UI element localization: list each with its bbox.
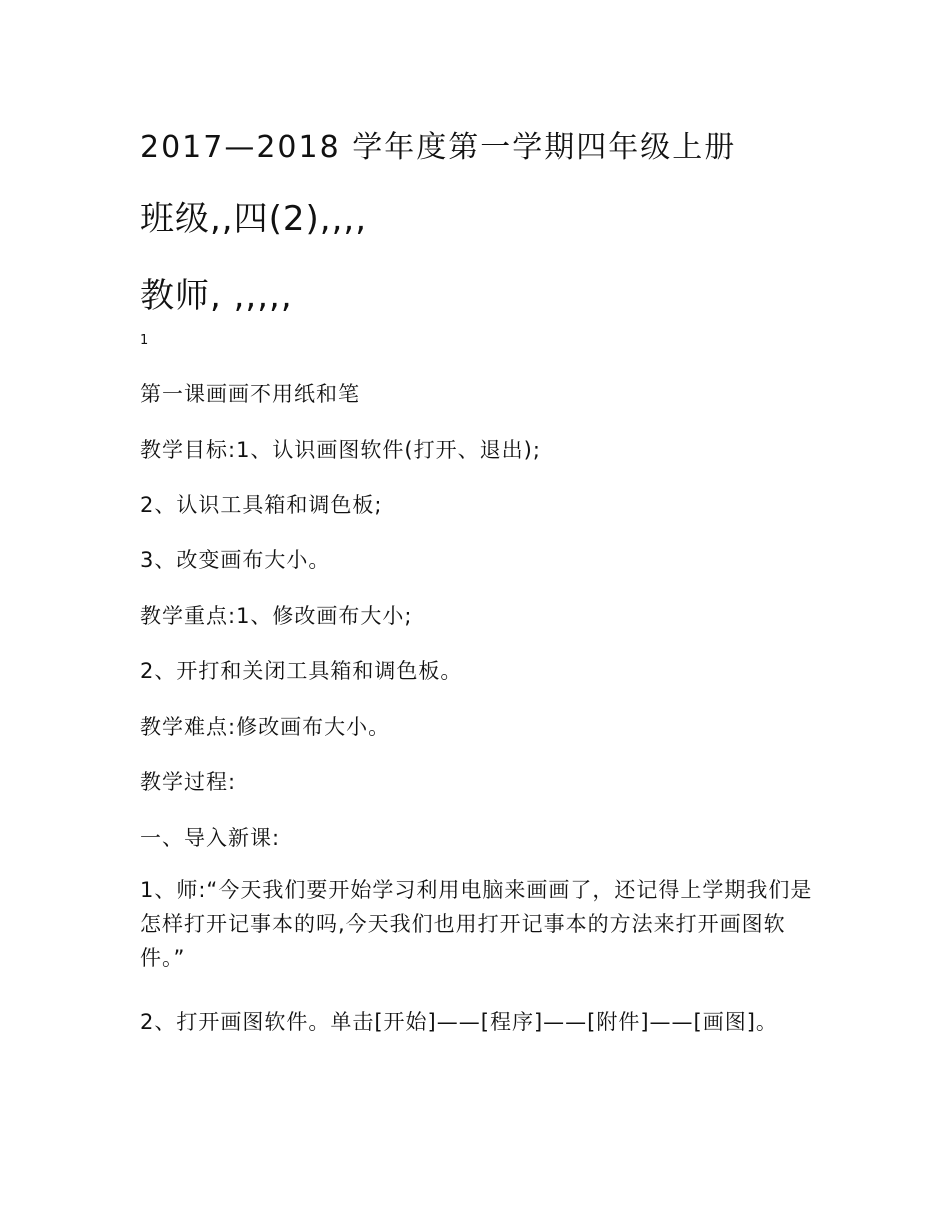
step-2-paragraph: 2、打开画图软件。单击[开始]——[程序]——[附件]——[画图]。 [140, 1010, 778, 1034]
teaching-key-point-1: 教学重点:1、修改画布大小; [140, 604, 413, 628]
teacher-line: 教师, ,,,,, [140, 276, 293, 316]
document-title: 2017—2018 学年度第一学期四年级上册 [140, 130, 737, 165]
teaching-process-heading: 教学过程: [140, 770, 237, 794]
teaching-difficulty: 教学难点:修改画布大小。 [140, 715, 391, 739]
lesson-heading: 第一课画画不用纸和笔 [140, 382, 360, 406]
class-line: 班级,,四(2),,,, [140, 199, 368, 239]
teaching-goal-3: 3、改变画布大小。 [140, 548, 331, 572]
page-number: 1 [140, 333, 149, 348]
section-heading-1: 一、导入新课: [140, 826, 281, 850]
teaching-goal-1: 教学目标:1、认识画图软件(打开、退出); [140, 438, 541, 462]
teaching-goal-2: 2、认识工具箱和调色板; [140, 493, 383, 517]
step-1-paragraph: 1、师:“今天我们要开始学习利用电脑来画画了，还记得上学期我们是怎样打开记事本的吗,今天我们也用打开记事本的方法来打开画图软件。” [140, 878, 813, 970]
teaching-key-point-2: 2、开打和关闭工具箱和调色板。 [140, 659, 463, 683]
